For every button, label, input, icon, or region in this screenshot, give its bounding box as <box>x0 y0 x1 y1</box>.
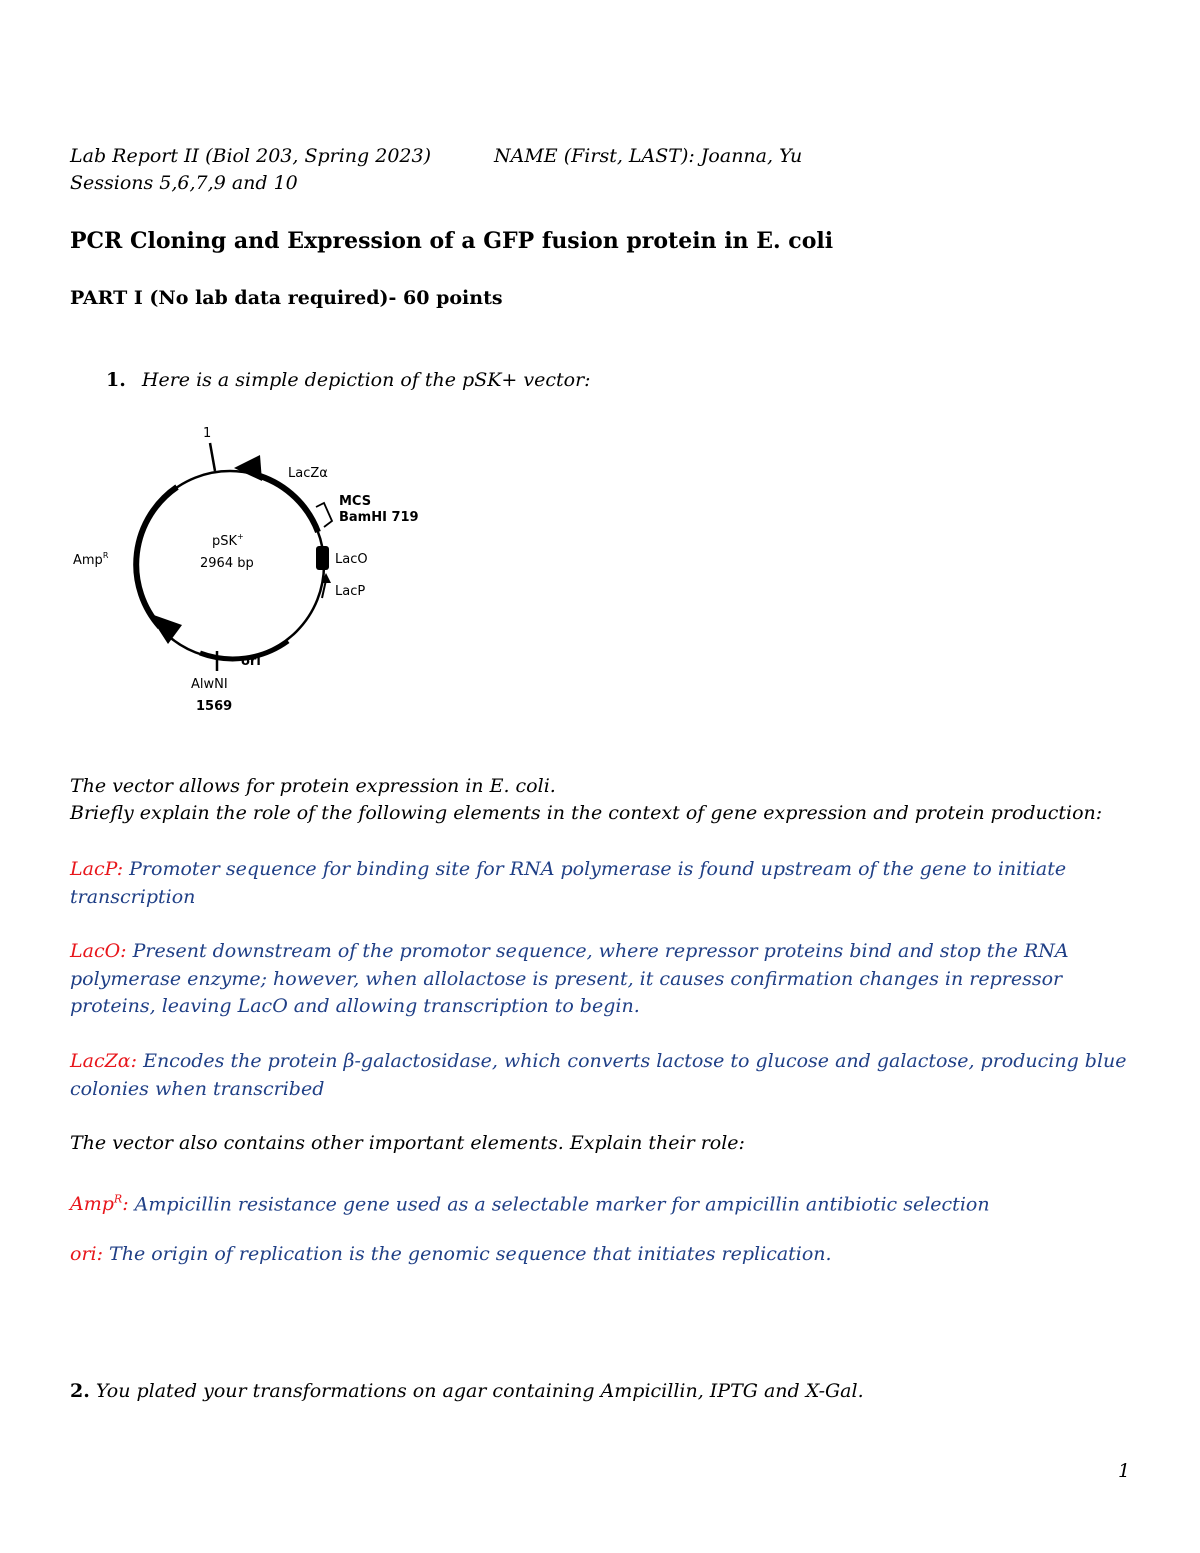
lacz-arc <box>260 476 318 532</box>
laco-answer-label: LacO: <box>70 940 127 962</box>
site-1-label: 1 <box>203 426 212 441</box>
question-1-number: 1. <box>106 369 126 391</box>
question-1-prompt: Here is a simple depiction of the pSK+ vector: <box>141 369 591 391</box>
lacp-answer-label: LacP: <box>70 858 124 880</box>
name-field: NAME (First, LAST): Joanna, Yu <box>494 145 803 167</box>
ampr-label-sup: R <box>102 551 109 560</box>
laco-label: LacO <box>335 552 368 567</box>
alwni-label: AlwNI <box>191 677 228 692</box>
page-number: 1 <box>1118 1460 1131 1482</box>
lacz-answer-label: LacZα: <box>70 1050 138 1072</box>
lacz-answer <box>70 1048 1130 1103</box>
ampr-answer-label-base: Amp <box>70 1193 114 1216</box>
question-2-text: You plated your transformations on agar containing Ampicillin, IPTG and X-Gal. <box>89 1380 864 1402</box>
question-2 <box>70 1380 864 1402</box>
lacz-arrowhead <box>234 455 262 481</box>
ampr-answer <box>70 1186 1130 1219</box>
alwni-position: 1569 <box>196 699 233 714</box>
mcs-label: MCS <box>339 494 372 509</box>
question-1 <box>106 369 591 391</box>
site-1-tick <box>210 443 215 471</box>
lacp-label: LacP <box>335 584 366 599</box>
ampr-label <box>73 551 109 568</box>
lacp-answer-text: Promoter sequence for binding site for RNA polymerase is found upstream of the gene to initiate transcription <box>70 858 1067 908</box>
ori-label: ori <box>241 654 261 669</box>
plasmid-size: 2964 bp <box>200 556 254 571</box>
ampr-answer-text: Ampicillin resistance gene used as a selectable marker for ampicillin antibiotic selection <box>128 1193 990 1216</box>
ampr-arrowhead <box>148 613 182 644</box>
ampr-answer-label <box>70 1193 129 1215</box>
ori-answer-text: The origin of replication is the genomic sequence that initiates replication. <box>103 1243 832 1265</box>
plasmid-name <box>212 532 244 549</box>
laco-box <box>316 546 329 570</box>
ori-answer <box>70 1241 1130 1269</box>
plasmid-name-sup: + <box>237 532 244 541</box>
part-heading: PART I (No lab data required)- 60 points <box>70 287 503 309</box>
ampr-arc <box>136 487 177 627</box>
intro-line-2: Briefly explain the role of the following elements in the context of gene expression and protein production: <box>70 802 1103 824</box>
sessions-line: Sessions 5,6,7,9 and 10 <box>70 172 298 194</box>
other-elements-prompt: The vector also contains other important elements. Explain their role: <box>70 1132 745 1154</box>
lacp-answer <box>70 856 1130 911</box>
ampr-answer-label-sup: R <box>113 1193 123 1206</box>
question-2-number: 2. <box>70 1380 90 1402</box>
ampr-label-base: Amp <box>73 553 103 568</box>
ori-answer-label: ori: <box>70 1243 103 1265</box>
plasmid-map <box>60 415 480 725</box>
lacz-answer-text: Encodes the protein β-galactosidase, which converts lactose to glucose and galactose, producing blue colonies when transcribed <box>70 1050 1127 1100</box>
intro-line-1: The vector allows for protein expression in E. coli. <box>70 775 556 797</box>
laco-answer <box>70 938 1130 1021</box>
ampr-answer-label-colon: : <box>122 1193 129 1216</box>
mcs-bracket <box>316 503 332 527</box>
lacz-label: LacZα <box>288 466 328 481</box>
bamhi-label: BamHI 719 <box>339 510 419 525</box>
plasmid-name-base: pSK <box>212 534 238 549</box>
course-header: Lab Report II (Biol 203, Spring 2023) <box>70 145 431 167</box>
page-title: PCR Cloning and Expression of a GFP fusion protein in E. coli <box>70 228 834 254</box>
laco-answer-text: Present downstream of the promotor sequence, where repressor proteins bind and stop the RNA polymerase enzyme; however, when allolactose is present, it causes confirmation changes in repressor proteins, leaving LacO and allowing transcription to begin. <box>70 940 1069 1017</box>
